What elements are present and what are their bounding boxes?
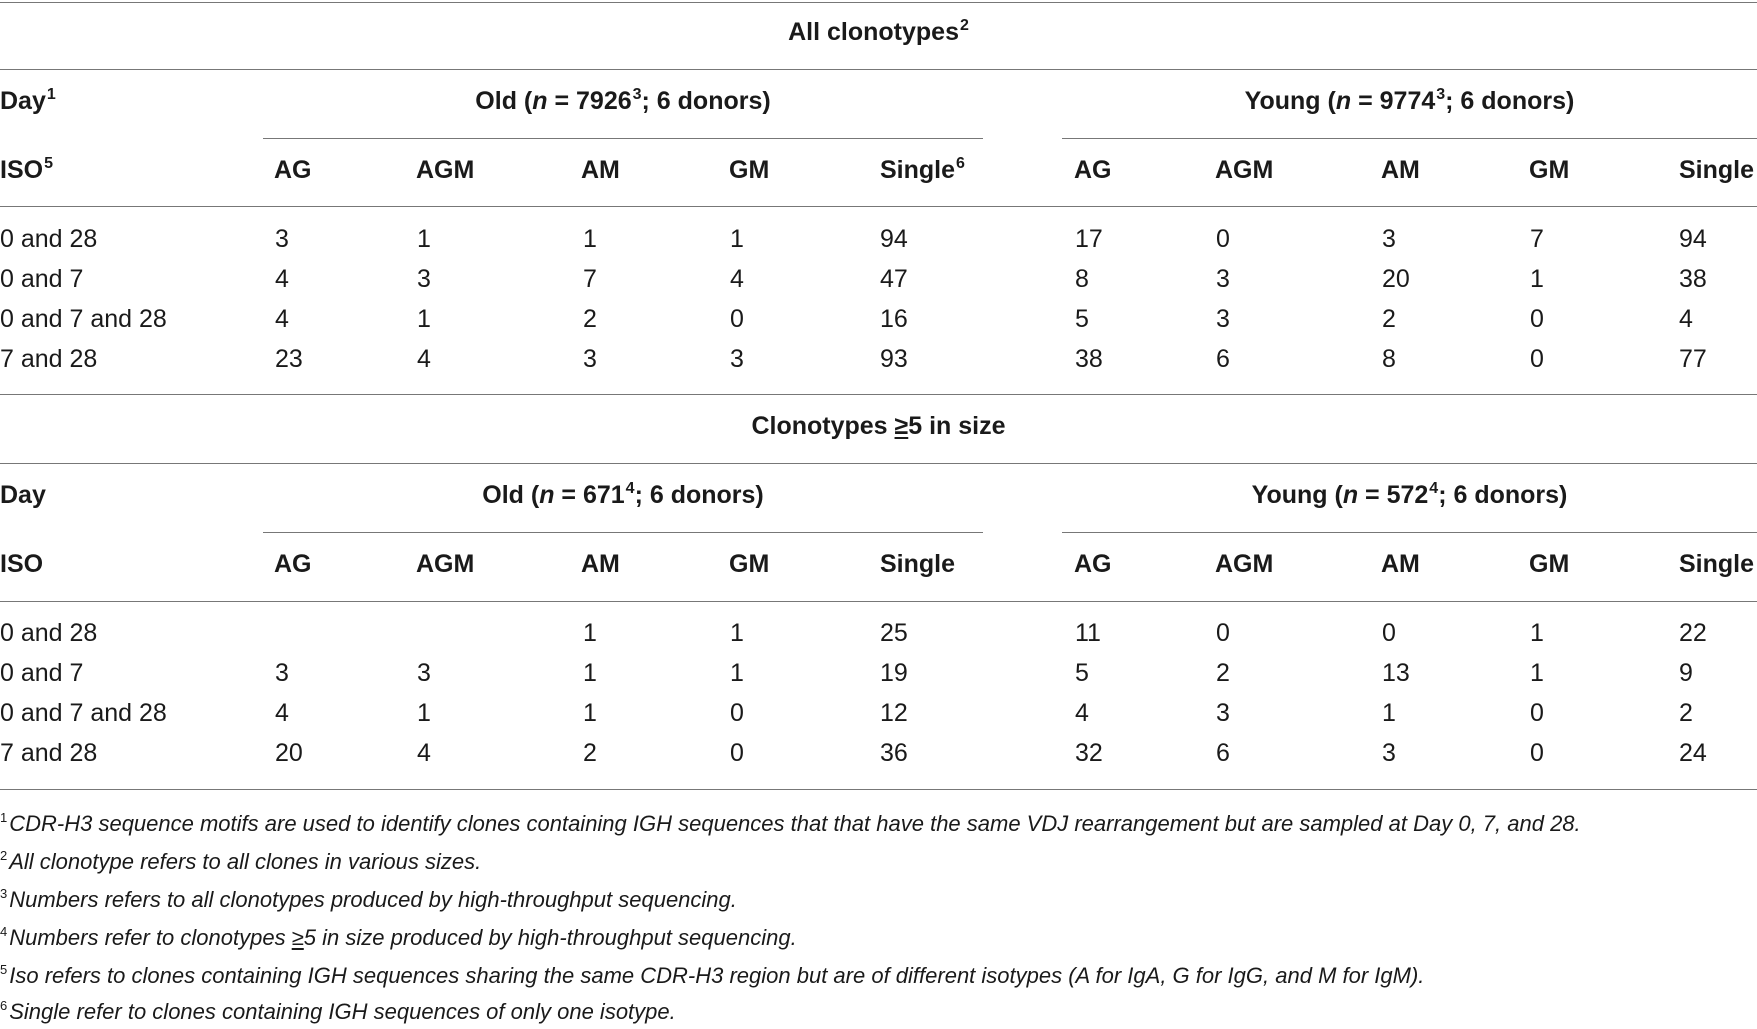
cell: 3 [1382, 225, 1396, 253]
cell: 2 [1382, 305, 1396, 333]
n-variable: n [1342, 481, 1359, 509]
col-header-young-gm: GM [1529, 156, 1570, 184]
cell: 6 [1216, 739, 1230, 767]
young-group-header-2 [1062, 480, 1757, 514]
footnote-1 [0, 810, 1581, 841]
donor-count: ; 6 donors) [1445, 87, 1575, 115]
cell: 0 [1382, 619, 1396, 647]
footnote-5 [0, 962, 1424, 993]
footnote-ref: 1 [46, 86, 56, 103]
footnote-ref: 4 [1429, 480, 1439, 497]
col-header-young-agm: AGM [1215, 156, 1274, 184]
n-value: = 671 [554, 481, 625, 509]
cell: 1 [417, 225, 431, 253]
cell: 11 [1075, 619, 1101, 647]
cell: 32 [1075, 739, 1103, 767]
cell: 3 [1216, 265, 1230, 293]
cell: 1 [583, 699, 597, 727]
cell: 1 [583, 619, 597, 647]
cell: 4 [1075, 699, 1089, 727]
footnote-3 [0, 886, 737, 917]
cell: 47 [880, 265, 908, 293]
single-label: Single [880, 156, 956, 184]
cell: 16 [880, 305, 908, 333]
cell: 1 [583, 225, 597, 253]
cell: 1 [1530, 265, 1544, 293]
cell: 12 [880, 699, 908, 727]
footnote-text: CDR-H3 sequence motifs are used to identify clones containing IGH sequences that that have the same VDJ rearrangement but are sampled at Day 0, 7, and 28. [9, 811, 1581, 836]
table-bottom-rule [0, 789, 1757, 790]
old-group-underline [263, 138, 983, 139]
cell: 4 [417, 345, 431, 373]
cell: 3 [583, 345, 597, 373]
cell: 0 [730, 739, 744, 767]
footnote-ref: 3 [1436, 86, 1446, 103]
cell: 38 [1679, 265, 1707, 293]
day-header [0, 86, 56, 120]
footnote-6 [0, 998, 676, 1029]
n-variable: n [539, 481, 555, 509]
cell: 3 [417, 659, 431, 687]
col-header-old-ag: AG [274, 550, 312, 578]
group-label: Old ( [482, 481, 540, 509]
section-2-title-rule [0, 463, 1757, 464]
footnote-ref: 5 [44, 155, 53, 172]
col-header-old-gm: GM [729, 156, 770, 184]
section-2-title [0, 411, 1757, 441]
ge-symbol: ≥ [894, 412, 909, 440]
footnote-4 [0, 924, 797, 955]
cell: 0 [730, 699, 744, 727]
cell: 22 [1679, 619, 1707, 647]
col-header-young-gm: GM [1529, 550, 1570, 578]
cell: 4 [1679, 305, 1693, 333]
donor-count: ; 6 donors) [641, 87, 771, 115]
cell: 77 [1679, 345, 1707, 373]
donor-count: ; 6 donors) [634, 481, 764, 509]
col-header-old-single: Single [880, 550, 956, 578]
ge-symbol: ≥ [291, 925, 304, 950]
cell: 1 [1382, 699, 1396, 727]
col-header-old-agm: AGM [416, 156, 475, 184]
section-title-text: All clonotypes [788, 18, 959, 46]
section-title-text: 5 in size [908, 412, 1006, 440]
cell: 4 [730, 265, 744, 293]
col-header-young-am: AM [1381, 550, 1420, 578]
col-header-old-single [880, 155, 965, 189]
col-header-young-ag: AG [1074, 156, 1112, 184]
cell: 1 [1530, 619, 1544, 647]
footnote-ref: 4 [625, 480, 635, 497]
row-day: 0 and 7 and 28 [0, 305, 167, 333]
group-label: Young ( [1251, 481, 1343, 509]
cell: 7 [1530, 225, 1544, 253]
n-variable: n [1335, 87, 1352, 115]
col-header-young-single: Single [1679, 550, 1755, 578]
cell: 94 [880, 225, 908, 253]
cell: 2 [1679, 699, 1693, 727]
cell: 8 [1075, 265, 1089, 293]
cell: 1 [730, 225, 744, 253]
young-group-header [1062, 86, 1757, 120]
cell: 1 [583, 659, 597, 687]
cell: 4 [275, 265, 289, 293]
n-value: = 9774 [1351, 87, 1436, 115]
row-day: 0 and 7 [0, 659, 84, 687]
donor-count: ; 6 donors) [1438, 481, 1568, 509]
section-1-title-rule [0, 69, 1757, 70]
footnote-ref: 6 [956, 155, 965, 172]
col-header-young-agm: AGM [1215, 550, 1274, 578]
footnote-number: 6 [0, 998, 8, 1013]
cell: 3 [275, 659, 289, 687]
cell: 7 [583, 265, 597, 293]
iso-label: ISO [0, 156, 44, 184]
day-header-2: Day [0, 481, 46, 509]
footnote-2 [0, 848, 481, 879]
col-header-old-ag: AG [274, 156, 312, 184]
footnote-ref: 3 [632, 86, 642, 103]
footnote-text: Numbers refer to clonotypes [9, 925, 292, 950]
col-header-old-am: AM [581, 550, 620, 578]
cell: 0 [1530, 345, 1544, 373]
cell: 5 [1075, 659, 1089, 687]
cell: 1 [1530, 659, 1544, 687]
iso-header-2: ISO [0, 550, 44, 578]
table-top-rule [0, 2, 1757, 3]
section-title-text: Clonotypes [751, 412, 895, 440]
section-1-title [0, 17, 1757, 51]
cell: 9 [1679, 659, 1693, 687]
cell: 1 [730, 659, 744, 687]
section-1-header-rule [0, 206, 1757, 207]
section-2-header-rule [0, 601, 1757, 602]
n-value: = 572 [1358, 481, 1429, 509]
row-day: 0 and 28 [0, 619, 98, 647]
cell: 23 [275, 345, 303, 373]
cell: 3 [1216, 305, 1230, 333]
cell: 2 [583, 739, 597, 767]
cell: 3 [417, 265, 431, 293]
cell: 4 [275, 699, 289, 727]
cell: 3 [730, 345, 744, 373]
n-value: = 7926 [547, 87, 632, 115]
row-day: 0 and 28 [0, 225, 98, 253]
footnote-number: 4 [0, 924, 8, 939]
cell: 0 [1216, 225, 1230, 253]
cell: 1 [417, 305, 431, 333]
cell: 38 [1075, 345, 1103, 373]
cell: 19 [880, 659, 908, 687]
footnote-text: Single refer to clones containing IGH sequences of only one isotype. [9, 999, 676, 1024]
iso-header [0, 155, 53, 189]
footnote-text: Numbers refers to all clonotypes produced by high-throughput sequencing. [9, 887, 737, 912]
footnote-number: 3 [0, 886, 8, 901]
cell: 1 [417, 699, 431, 727]
cell: 17 [1075, 225, 1103, 253]
cell: 25 [880, 619, 908, 647]
cell: 0 [1530, 305, 1544, 333]
section-1-bottom-rule [0, 394, 1757, 395]
group-label: Old ( [475, 87, 533, 115]
cell: 24 [1679, 739, 1707, 767]
cell: 3 [1216, 699, 1230, 727]
cell: 8 [1382, 345, 1396, 373]
n-variable: n [532, 87, 548, 115]
col-header-young-single: Single [1679, 156, 1755, 184]
cell: 1 [730, 619, 744, 647]
cell: 4 [275, 305, 289, 333]
footnote-ref: 2 [959, 17, 969, 34]
cell: 13 [1382, 659, 1410, 687]
group-label: Young ( [1244, 87, 1336, 115]
cell: 36 [880, 739, 908, 767]
footnote-text: Iso refers to clones containing IGH sequences sharing the same CDR-H3 region but are of different isotypes (A for IgA, G for IgG, and M for IgM). [9, 963, 1425, 988]
col-header-old-am: AM [581, 156, 620, 184]
cell: 2 [583, 305, 597, 333]
footnote-number: 2 [0, 848, 8, 863]
old-group-header [263, 86, 983, 120]
cell: 93 [880, 345, 908, 373]
footnote-number: 1 [0, 810, 8, 825]
cell: 3 [275, 225, 289, 253]
young-group-underline [1062, 138, 1757, 139]
col-header-young-am: AM [1381, 156, 1420, 184]
col-header-old-agm: AGM [416, 550, 475, 578]
row-day: 7 and 28 [0, 739, 98, 767]
col-header-young-ag: AG [1074, 550, 1112, 578]
cell: 0 [1530, 699, 1544, 727]
col-header-old-gm: GM [729, 550, 770, 578]
row-day: 7 and 28 [0, 345, 98, 373]
footnote-number: 5 [0, 962, 8, 977]
young-group-underline-2 [1062, 532, 1757, 533]
footnote-text: 5 in size produced by high-throughput sequencing. [303, 925, 797, 950]
cell: 0 [1216, 619, 1230, 647]
cell: 3 [1382, 739, 1396, 767]
cell: 4 [417, 739, 431, 767]
old-group-header-2 [263, 480, 983, 514]
row-day: 0 and 7 and 28 [0, 699, 167, 727]
cell: 20 [275, 739, 303, 767]
footnote-text: All clonotype refers to all clones in various sizes. [9, 849, 482, 874]
cell: 5 [1075, 305, 1089, 333]
cell: 0 [1530, 739, 1544, 767]
cell: 6 [1216, 345, 1230, 373]
cell: 2 [1216, 659, 1230, 687]
cell: 0 [730, 305, 744, 333]
old-group-underline-2 [263, 532, 983, 533]
row-day: 0 and 7 [0, 265, 84, 293]
cell: 94 [1679, 225, 1707, 253]
cell: 20 [1382, 265, 1410, 293]
day-label: Day [0, 87, 46, 115]
